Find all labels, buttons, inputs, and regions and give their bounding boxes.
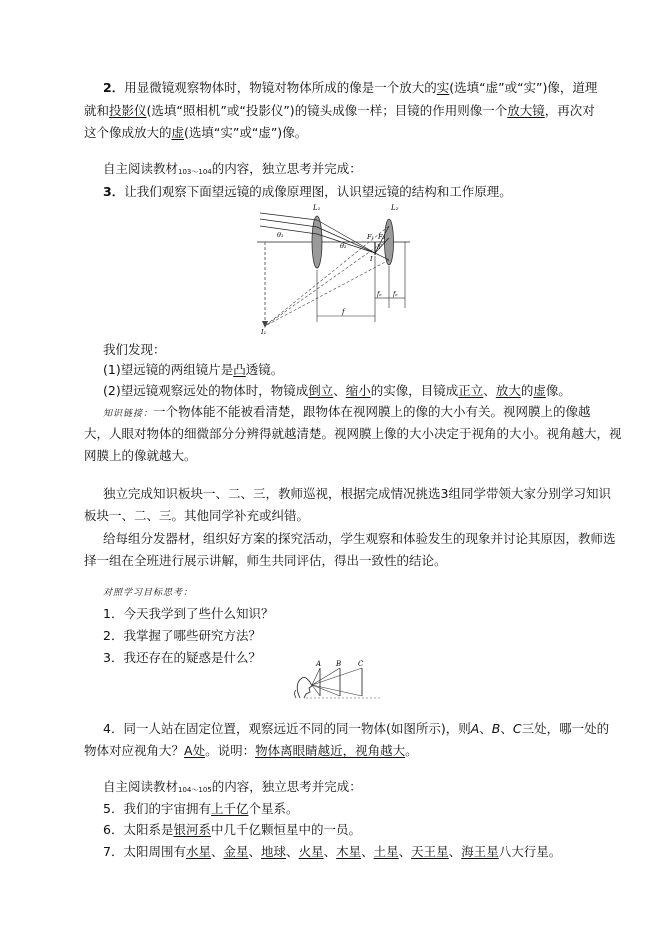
q2-answer-2: 投影仪 xyxy=(109,103,147,118)
q2-text-1: 用显微镜观察物体时，物镜对物体所成的像是一个放大的 xyxy=(124,80,437,95)
q7-planet-2: 金星 xyxy=(223,844,249,859)
q2-text-4: (选填“照相机”或“投影仪”)的镜头成像一样；目镜的作用则像一个 xyxy=(146,103,508,118)
q7-sep: 、 xyxy=(210,844,224,859)
found-line-1 xyxy=(103,361,283,379)
reflect-title: 对照学习目标思考： xyxy=(103,588,194,598)
q5-line xyxy=(103,800,299,818)
found-l2-answer-5: 虚 xyxy=(533,383,546,398)
q2-answer-1: 实 xyxy=(436,80,450,95)
label-I1: I₁ xyxy=(261,328,267,335)
label-C: C xyxy=(358,660,364,668)
read2-pre: 自主阅读教材 xyxy=(103,779,179,794)
q6-line xyxy=(103,821,361,839)
para1-line-1: 独立完成知识板块一、二、三，教师巡视，根据完成情况挑选3组同学带领大家分别学习知识 xyxy=(103,486,611,501)
label-f: f xyxy=(342,308,345,316)
found-line-2 xyxy=(103,382,571,400)
q7-planet-3: 地球 xyxy=(261,844,287,859)
q7-sep: 、 xyxy=(398,844,412,859)
q2-line-1 xyxy=(103,79,597,97)
q2-text-6: 这个像成放大的 xyxy=(84,125,172,140)
knowledge-tag: 知识链接： xyxy=(103,409,154,419)
q3-text: 让我们观察下面望远镜的成像原理图，认识望远镜的结构和工作原理。 xyxy=(124,184,512,199)
para2-line-2: 择一组在全班进行展示讲解，师生共同评估，得出一致性的结论。 xyxy=(84,553,447,568)
q4-text-5: 。 xyxy=(405,743,418,758)
para2-line-1: 给每组分发器材，组织好方案的探究活动，学生观察和体验发生的现象并讨论其原因，教师选 xyxy=(103,531,616,546)
q2-line-2 xyxy=(84,102,595,120)
visual-angle-diagram xyxy=(292,658,384,700)
q6-post: 中几千亿颗恒星中的一员。 xyxy=(210,822,361,837)
read-instruction-2 xyxy=(103,778,362,799)
q7-planet-5: 木星 xyxy=(336,844,362,859)
q4-sep-1: 、 xyxy=(479,721,492,736)
read-instruction-1 xyxy=(103,160,362,181)
q7-sep: 、 xyxy=(286,844,299,859)
q4-text-2: 三处，哪一处的 xyxy=(521,721,610,736)
q2-answer-4: 虚 xyxy=(171,125,185,140)
knowledge-text-1: 一个物体能不能被看清楚，跟物体在视网膜上的像的大小有关。视网膜上的像越 xyxy=(153,404,591,419)
label-fe1: fₑ xyxy=(377,291,382,298)
label-L1: L₁ xyxy=(313,204,321,212)
label-B: B xyxy=(336,660,342,668)
q5-pre: 5．我们的宇宙拥有 xyxy=(103,801,211,816)
knowledge-line-2: 大，人眼对物体的细微部分分辨得就越清楚。视网膜上像的大小决定于视角的大小。视角越大，视 xyxy=(84,426,622,441)
found-l2-answer-2: 缩小 xyxy=(345,383,371,398)
label-L2: L₂ xyxy=(391,204,399,212)
label-F1: F₁ xyxy=(367,233,375,241)
found-l2-post: 像。 xyxy=(545,383,571,398)
q3-number: 3． xyxy=(103,184,125,199)
found-l1-answer: 凸 xyxy=(233,362,246,377)
q6-pre: 6．太阳系是 xyxy=(103,822,174,837)
q6-answer: 银河系 xyxy=(173,822,211,837)
label-theta2: θ₂ xyxy=(340,242,347,250)
q2-text-2: (选填“虚”或“实”)像，道理 xyxy=(449,80,598,95)
found-l1-post: 透镜。 xyxy=(245,362,284,377)
label-theta1: θ₁ xyxy=(277,231,284,239)
reflect-q1: 1．今天我学到了些什么知识？ xyxy=(103,606,274,621)
q4-C: C xyxy=(512,721,522,736)
q4-line-1 xyxy=(103,720,609,738)
q2-text-3: 就和 xyxy=(84,103,110,118)
q4-answer-2: 物体离眼睛越近，视角越大 xyxy=(255,743,406,758)
read1-pages: 103～104 xyxy=(178,168,212,176)
q7-sep: 、 xyxy=(248,844,262,859)
read1-pre: 自主阅读教材 xyxy=(103,161,179,176)
found-l2-sep-2: 的实像，目镜成 xyxy=(370,383,459,398)
label-F2: F₂ xyxy=(378,233,386,241)
q4-text-1: 4．同一人站在固定位置，观察远近不同的同一物体(如图所示)，则 xyxy=(103,721,471,736)
found-l2-answer-1: 倒立 xyxy=(308,383,334,398)
found-l1-pre: (1)望远镜的两组镜片是 xyxy=(103,362,234,377)
q7-planet-6: 土星 xyxy=(373,844,399,859)
knowledge-line-3: 网膜上的像就越大。 xyxy=(84,448,197,463)
q7-sep: 、 xyxy=(361,844,374,859)
found-l2-sep-1: 、 xyxy=(333,383,346,398)
q5-answer: 上千亿 xyxy=(210,801,249,816)
found-l2-pre: (2)望远镜观察远处的物体时，物镜成 xyxy=(103,383,309,398)
q2-line-3 xyxy=(84,124,307,142)
q4-text-3: 物体对应视角大？ xyxy=(84,743,185,758)
read2-post: 的内容，独立思考并完成： xyxy=(211,779,362,794)
q7-planet-1: 水星 xyxy=(185,844,211,859)
label-I: I xyxy=(370,255,373,263)
q2-text-5: ，再次对 xyxy=(544,103,595,118)
label-A: A xyxy=(316,660,322,668)
found-title: 我们发现： xyxy=(103,342,166,357)
read2-pages: 104～105 xyxy=(178,786,212,794)
q2-answer-3: 放大镜 xyxy=(507,103,545,118)
q7-pre: 7．太阳周围有 xyxy=(103,844,186,859)
para1-line-2: 板块一、二、三。其他同学补充或纠错。 xyxy=(84,508,310,523)
q7-sep: 、 xyxy=(448,844,462,859)
q4-A: A xyxy=(470,721,480,736)
found-l2-answer-3: 正立 xyxy=(458,383,484,398)
label-h: h' xyxy=(377,244,383,251)
q7-sep: 、 xyxy=(323,844,337,859)
q7-post: 八大行星。 xyxy=(498,844,562,859)
knowledge-line-1 xyxy=(103,403,591,423)
q2-text-7: (选填“实”或“虚”)像。 xyxy=(184,125,308,140)
q4-line-2 xyxy=(84,742,418,760)
label-fe2: fₑ xyxy=(393,291,398,298)
telescope-diagram xyxy=(255,198,415,335)
q7-planet-7: 天王星 xyxy=(411,844,449,859)
q7-planet-4: 火星 xyxy=(298,844,324,859)
reflect-q3: 3．我还存在的疑惑是什么？ xyxy=(103,650,261,665)
read1-post: 的内容，独立思考并完成： xyxy=(211,161,362,176)
q5-post: 个星系。 xyxy=(248,801,299,816)
found-l2-sep-3: 、 xyxy=(483,383,496,398)
found-l2-answer-4: 放大 xyxy=(495,383,521,398)
head-profile-icon xyxy=(297,677,312,698)
reflect-q2: 2．我掌握了哪些研究方法？ xyxy=(103,628,261,643)
found-l2-sep-4: 的 xyxy=(520,383,534,398)
q7-line xyxy=(103,843,561,861)
q7-planet-8: 海王星 xyxy=(461,844,499,859)
q4-answer-1: A处 xyxy=(184,743,206,758)
q4-sep-2: 、 xyxy=(500,721,513,736)
objective-lens xyxy=(312,216,322,268)
q4-text-4: 。说明： xyxy=(205,743,256,758)
q4-B: B xyxy=(491,721,501,736)
q2-number: 2． xyxy=(103,80,125,95)
